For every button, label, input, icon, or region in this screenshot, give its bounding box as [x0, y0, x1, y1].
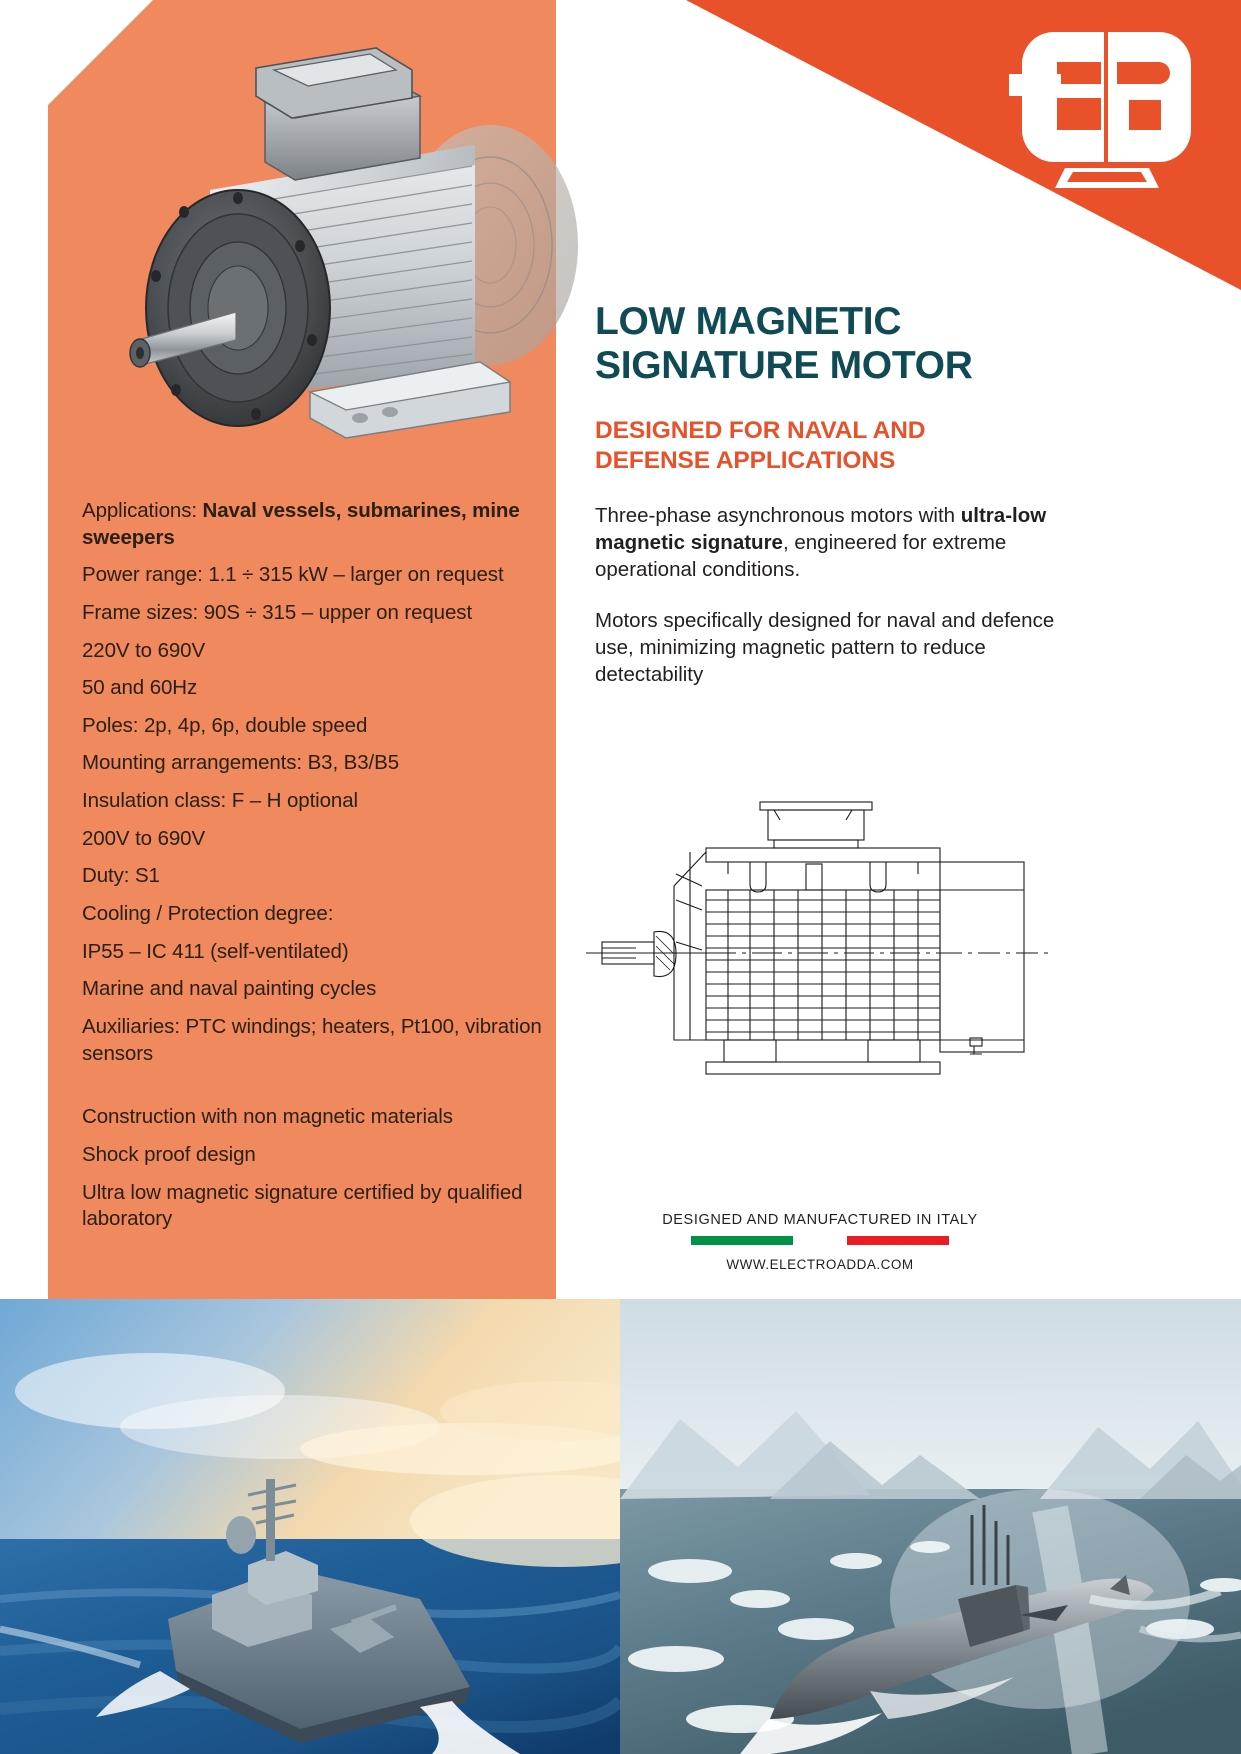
spec-item: Insulation class: F – H optional — [82, 789, 358, 813]
spec-item: Marine and naval painting cycles — [82, 977, 377, 1001]
spec-applications-value: Naval vessels, submarines, mine sweepers — [82, 499, 520, 549]
spec-item: 220V to 690V — [82, 638, 206, 662]
spec-applications — [82, 498, 544, 551]
spec-item: Frame sizes: 90S ÷ 315 – upper on request — [82, 600, 473, 624]
spec-item: Cooling / Protection degree: — [82, 902, 334, 926]
photo-strip — [0, 1299, 1241, 1754]
page-title — [595, 300, 1045, 389]
body-p1-emphasis: ultra-low magnetic signature — [595, 504, 1047, 555]
spec-item: Poles: 2p, 4p, 6p, double speed — [82, 713, 368, 737]
technical-drawing-image — [578, 790, 1053, 1090]
spec-item: IP55 – IC 411 (self-ventilated) — [82, 939, 349, 963]
flag-green-bar — [691, 1236, 793, 1245]
page-subtitle-line2: DEFENSE APPLICATIONS — [595, 446, 896, 474]
website-url[interactable]: WWW.ELECTROADDA.COM — [726, 1257, 914, 1272]
spec-item: 50 and 60Hz — [82, 676, 198, 700]
feature-item: Ultra low magnetic signature certified by qualified laboratory — [82, 1180, 523, 1231]
page-subtitle — [595, 416, 1015, 476]
spec-item: Duty: S1 — [82, 864, 160, 888]
feature-item: Construction with non magnetic materials — [82, 1105, 453, 1129]
spec-item: 200V to 690V — [82, 826, 206, 850]
body-p1-part2: , engineered for extreme operational conditions. — [595, 531, 1007, 582]
body-copy — [595, 502, 1065, 712]
photo-submarine-arctic — [620, 1299, 1241, 1754]
made-in-italy-label: DESIGNED AND MANUFACTURED IN ITALY — [662, 1212, 978, 1228]
spec-applications-label: Applications: — [82, 499, 203, 522]
body-paragraph-2: Motors specifically designed for naval and defence use, minimizing magnetic pattern to reduce detectability — [595, 609, 1055, 687]
made-in-italy-block — [595, 1212, 1045, 1272]
page-title-line1: LOW MAGNETIC — [595, 300, 902, 343]
spec-item: Auxiliaries: PTC windings; heaters, Pt100, vibration sensors — [82, 1014, 542, 1065]
flag-red-bar — [847, 1236, 949, 1245]
motor-render-image — [60, 40, 590, 460]
spec-divider-space — [82, 1078, 544, 1104]
page-title-line2: SIGNATURE MOTOR — [595, 344, 973, 388]
spec-item: Power range: 1.1 ÷ 315 kW – larger on request — [82, 563, 504, 587]
body-p1-part1: Three-phase asynchronous motors with — [595, 504, 961, 527]
photo-naval-destroyer — [0, 1299, 620, 1754]
body-paragraph-1 — [595, 502, 1065, 583]
italy-flag-bars — [655, 1236, 985, 1245]
spec-item: Mounting arrangements: B3, B3/B5 — [82, 751, 400, 775]
page-subtitle-line1: DESIGNED FOR NAVAL AND — [595, 417, 926, 444]
feature-item: Shock proof design — [82, 1142, 256, 1166]
spec-list — [82, 498, 544, 1244]
electro-adda-logo — [1009, 22, 1199, 197]
